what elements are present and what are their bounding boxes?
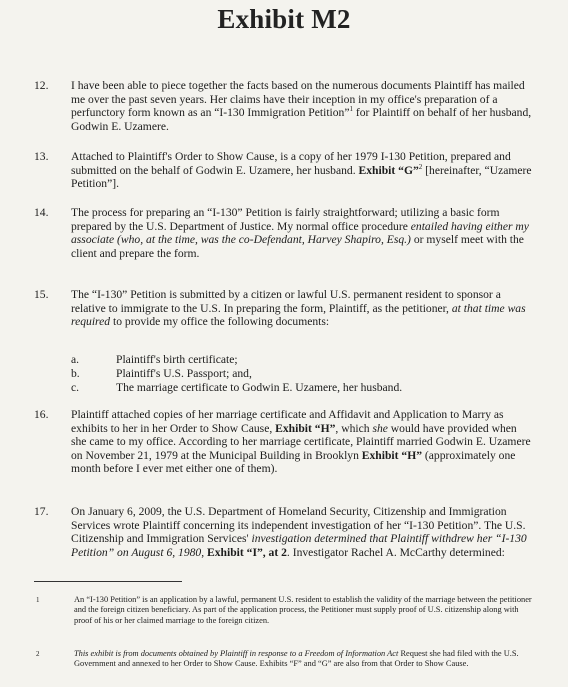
text-run: An “I-130 Petition” is an application by a lawful, permanent U.S. resident to establish the validity of the marriage between the petitioner and the foreign citizen beneficiary. As part of the application process, the Petitioner must supply proof of U.S. citizenship along with proof of his or her claimed marriage to the foreign citizen. bbox=[74, 595, 532, 625]
footnote-reference: 2 bbox=[418, 162, 423, 171]
text-run: , which bbox=[335, 421, 373, 435]
paragraph-12 bbox=[34, 79, 534, 133]
text-run: (approximately one month before I ever met either one of them). bbox=[71, 448, 516, 476]
paragraph-text bbox=[71, 206, 534, 260]
paragraph-17 bbox=[34, 505, 534, 559]
paragraph-text bbox=[71, 505, 534, 559]
text-run: I have been able to piece together the facts based on the numerous documents Plaintiff has mailed me over the past seven years. Her claims have their inception in my office's preparation of a perfunctory form known as an “I-130 Immigration Petition” bbox=[71, 79, 525, 120]
list-item bbox=[71, 353, 402, 367]
paragraph-13 bbox=[34, 150, 534, 191]
text-run: she bbox=[372, 421, 388, 435]
text-run: entailed having either my associate (who, at the time, was the co-Defendant, Harvey Shapiro, Esq.) bbox=[71, 219, 529, 247]
list-item-label: b. bbox=[71, 367, 80, 380]
text-run: to provide my office the following documents: bbox=[110, 315, 330, 329]
paragraph-number: 12. bbox=[34, 79, 49, 92]
list-item bbox=[71, 381, 402, 395]
text-run: for Plaintiff on behalf of her husband, Godwin E. Uzamere. bbox=[71, 106, 532, 133]
list-item-text: The marriage certificate to Godwin E. Uzamere, her husband. bbox=[116, 381, 403, 394]
footnote-text bbox=[74, 649, 534, 670]
paragraph-16 bbox=[34, 408, 534, 476]
footnote-text bbox=[74, 595, 534, 626]
text-run: [hereinafter, “Uzamere Petition”]. bbox=[71, 163, 532, 191]
text-run: The “I-130” Petition is submitted by a citizen or lawful U.S. permanent resident to sponsor a relative to immigrate to the U.S. In preparing the form, Plaintiff, as the petitioner, bbox=[71, 288, 501, 315]
paragraph-number: 14. bbox=[34, 206, 49, 219]
footnote-2 bbox=[34, 649, 534, 670]
text-run: investigation determined that Plaintiff withdrew her “I-130 Petition” on August 6, 1980 bbox=[71, 532, 527, 559]
paragraph-number: 15. bbox=[34, 288, 49, 301]
text-run: This exhibit is from documents obtained by Plaintiff in response to a Freedom of Information Act bbox=[74, 649, 399, 658]
list-item-label: c. bbox=[71, 381, 80, 394]
paragraph-number: 17. bbox=[34, 505, 49, 518]
paragraph-number: 13. bbox=[34, 150, 49, 163]
footnote-number: 2 bbox=[36, 650, 40, 658]
text-run: or myself meet with the client and prepare the form. bbox=[71, 233, 524, 260]
paragraph-number: 16. bbox=[34, 408, 49, 421]
text-run: Exhibit “I”, at 2 bbox=[207, 545, 287, 559]
paragraph-text bbox=[71, 408, 534, 476]
text-run: Plaintiff attached copies of her marriage certificate and Affidavit and Application to Marry as exhibits to her in her Order to Show Cause, bbox=[71, 408, 504, 435]
document-list bbox=[71, 353, 402, 395]
paragraph-15 bbox=[34, 288, 534, 329]
footnote-1 bbox=[34, 595, 534, 626]
text-run: Attached to Plaintiff's Order to Show Cause, is a copy of her 1979 I-130 Petition, prepared and submitted on the behalf of Godwin E. Uzamere, her husband. bbox=[71, 150, 511, 177]
text-run: at that time was required bbox=[71, 301, 526, 329]
paragraph-text bbox=[71, 288, 534, 329]
footnote-number: 1 bbox=[36, 596, 40, 604]
text-run: , bbox=[201, 545, 208, 559]
text-run: Exhibit “H” bbox=[275, 421, 336, 435]
footnote-reference: 1 bbox=[349, 105, 353, 114]
text-run: The process for preparing an “I-130” Petition is fairly straightforward; utilizing a basic form prepared by the U.S. Department of Justice. My normal office procedure bbox=[71, 206, 500, 233]
text-run: Request she had filed with the U.S. Government and annexed to her Order to Show Cause. Exhibits “F” and “G” are also from that Order to Show Cause. bbox=[74, 649, 519, 669]
list-item bbox=[71, 367, 402, 381]
page-title: Exhibit M2 bbox=[217, 4, 351, 34]
list-item-text: Plaintiff's birth certificate; bbox=[116, 353, 238, 366]
list-item-label: a. bbox=[71, 353, 80, 366]
text-run: . Investigator Rachel A. McCarthy determined: bbox=[286, 545, 505, 559]
footnote-separator bbox=[34, 581, 182, 582]
text-run: would have provided when she came to my office. According to her marriage certificate, Plaintiff married Godwin E. Uzamere on November 21, 1979 at the Municipal Building in Brooklyn bbox=[71, 421, 531, 462]
paragraph-14 bbox=[34, 206, 534, 260]
paragraph-text bbox=[71, 79, 534, 133]
text-run: Exhibit “H” bbox=[361, 448, 423, 462]
text-run: On January 6, 2009, the U.S. Department of Homeland Security, Citizenship and Immigration Services wrote Plaintiff concerning its independent investigation of her “I-130 Petition”. The U.S. Citizenship and Immigration Services' bbox=[71, 505, 526, 546]
list-item-text: Plaintiff's U.S. Passport; and, bbox=[116, 367, 252, 380]
paragraph-text bbox=[71, 150, 534, 191]
text-run: Exhibit “G” bbox=[358, 163, 419, 177]
